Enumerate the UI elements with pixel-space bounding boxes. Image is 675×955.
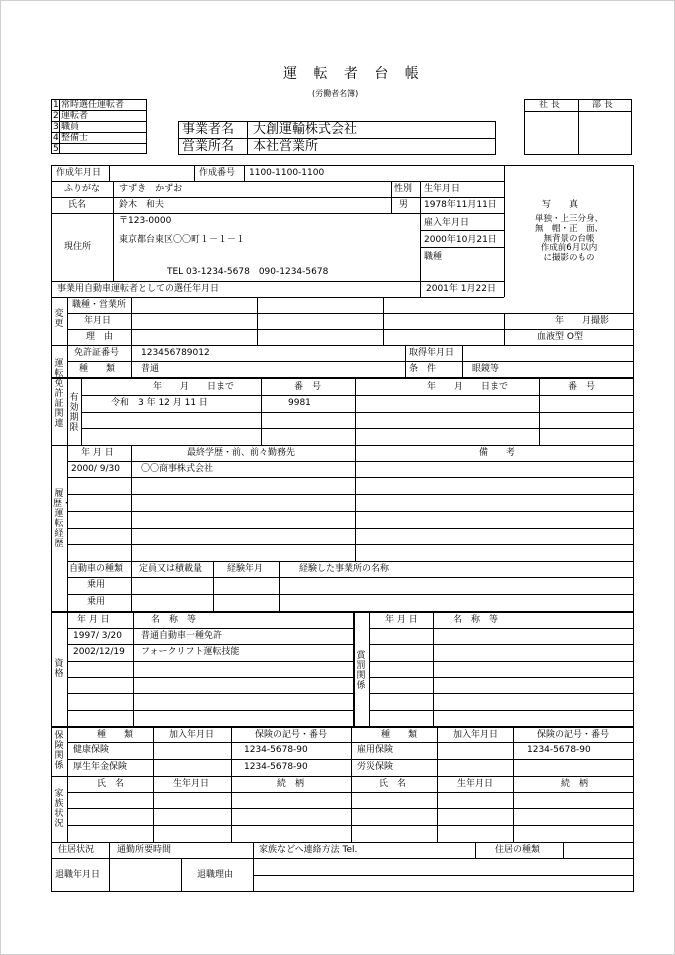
family-section-label: 家族状況	[54, 789, 64, 829]
license-kind-label: 種 類	[79, 364, 116, 374]
vehicle-capacity-label: 定員又は積載量	[139, 564, 203, 574]
license-valid-number: 9981	[288, 398, 311, 408]
qualification-date: 2002/12/19	[73, 647, 125, 657]
insurance-health-number: 1234-5678-90	[244, 745, 308, 755]
page-subtitle: (労働者名簿)	[312, 89, 359, 98]
history-date: 2000/ 9/30	[71, 464, 121, 474]
license-until-label: 年 月 日まで	[153, 382, 235, 392]
approval-president-label: 社 長	[539, 100, 560, 110]
family-name-label: 氏 名	[379, 779, 407, 789]
gender-value: 男	[399, 200, 409, 210]
record-number: 1100-1100-1100	[249, 168, 325, 178]
category-number: 2	[53, 111, 59, 121]
award-date-label: 年 月 日	[385, 615, 418, 625]
vehicle-kind: 乗用	[87, 580, 106, 590]
retirement-date-label: 退職年月日	[55, 870, 101, 880]
appointment-date-label: 事業用自動車運転者としての選任年月日	[57, 284, 220, 294]
qualification-date: 1997/ 3/20	[73, 631, 123, 641]
insurance-code-label: 保険の記号・番号	[537, 730, 610, 740]
name-value: 鈴木 和夫	[119, 200, 165, 210]
retirement-reason-label: 退職理由	[197, 870, 234, 880]
award-section-label: 賞罰関係	[356, 651, 366, 691]
insurance-code-label: 保険の記号・番号	[255, 730, 328, 740]
family-birth-label: 生年月日	[173, 779, 210, 789]
change-section-label: 変更	[54, 309, 64, 329]
vehicle-years-label: 経験年月	[227, 564, 264, 574]
license-section-label: 運転免許証関連	[54, 359, 64, 429]
license-number-label: 免許証番号	[74, 348, 120, 358]
vehicle-kind-label: 自動車の種類	[69, 564, 124, 574]
license-number: 123456789012	[141, 348, 210, 358]
license-acquired-label: 取得年月日	[409, 348, 455, 358]
category-item: 整備士	[61, 133, 89, 143]
history-remarks-label: 備 考	[479, 448, 516, 458]
license-validity-label: 有効期限	[69, 393, 79, 433]
qualification-section-label: 資格	[54, 659, 64, 679]
gender-label: 性別	[394, 184, 413, 194]
insurance-section-label: 保険関係	[54, 731, 64, 771]
office-name: 本社営業所	[253, 139, 319, 154]
address-value: 東京都台東区〇〇町１－１－１	[119, 235, 246, 245]
furigana-label: ふりがな	[64, 184, 101, 194]
license-no-label: 番 号	[568, 382, 596, 392]
housing-status-label: 住居状況	[58, 845, 95, 855]
family-birth-label: 生年月日	[457, 779, 494, 789]
company-name-label: 事業者名	[182, 122, 235, 137]
family-relation-label: 続 柄	[277, 779, 305, 789]
vehicle-kind: 乗用	[87, 597, 106, 607]
category-number: 5	[53, 144, 59, 154]
furigana-value: すずき かずお	[119, 184, 183, 194]
category-item: 常時選任運転者	[61, 100, 125, 110]
history-section-label: 履歴・運転経歴	[53, 489, 72, 549]
postal-code: 〒123-0000	[119, 216, 172, 226]
change-job-label: 職種・営業所	[72, 300, 127, 310]
insurance-kind-label: 種 類	[97, 730, 134, 740]
insurance-kind-label: 種 類	[381, 730, 418, 740]
change-reason-label: 理 由	[86, 332, 114, 342]
category-number: 4	[53, 133, 59, 143]
housing-kind-label: 住居の種類	[495, 845, 541, 855]
page-title: 運 転 者 台 帳	[283, 66, 425, 82]
photo-title: 写 真	[542, 200, 579, 210]
insurance-join-label: 加入年月日	[169, 730, 215, 740]
history-date-label: 年 月 日	[81, 448, 114, 458]
qualification-name: フォークリフト運転技能	[141, 647, 240, 657]
photo-note: 無 帽・正 面、	[534, 224, 603, 234]
license-valid-until: 令和 3 年 12 月 11 日	[111, 398, 208, 408]
commute-time-label: 通勤所要時間	[117, 845, 172, 855]
qualification-name: 普通自動車一種免許	[141, 631, 223, 641]
appointment-date-value: 2001年 1月22日	[426, 284, 496, 294]
address-label: 現住所	[64, 242, 92, 252]
insurance-pension: 厚生年金保険	[73, 762, 128, 772]
insurance-pension-number: 1234-5678-90	[244, 762, 308, 772]
qualification-name-label: 名 称 等	[151, 615, 197, 625]
license-condition-label: 条 件	[409, 364, 437, 374]
name-label: 氏名	[68, 200, 87, 210]
license-condition: 眼鏡等	[472, 364, 500, 374]
change-date-label: 年月日	[84, 316, 112, 326]
family-name-label: 氏 名	[97, 779, 125, 789]
company-name: 大創運輸株式会社	[253, 122, 358, 137]
category-item: 運転者	[61, 111, 89, 121]
record-number-label: 作成番号	[199, 168, 236, 178]
category-item: 職員	[61, 122, 80, 132]
birth-date-value: 1978年11月11日	[424, 200, 497, 210]
family-relation-label: 続 柄	[561, 779, 589, 789]
insurance-employment: 雇用保険	[357, 745, 394, 755]
vehicle-office-label: 経験した事業所の名称	[299, 564, 390, 574]
photo-note: 単独・上三分身、	[534, 214, 603, 224]
blood-type: 血液型 O型	[537, 332, 583, 342]
job-type-label: 職種	[424, 252, 443, 262]
award-name-label: 名 称 等	[453, 615, 499, 625]
category-number: 1	[53, 100, 59, 110]
insurance-health: 健康保険	[73, 745, 110, 755]
photo-note: に撮影のもの	[543, 253, 595, 263]
insurance-accident: 労災保険	[357, 762, 394, 772]
birth-date-label: 生年月日	[424, 184, 461, 194]
photo-note: 作成前6月以内	[540, 243, 598, 253]
qualification-date-label: 年 月 日	[77, 615, 110, 625]
office-name-label: 営業所名	[182, 139, 235, 154]
created-date-label: 作成年月日	[56, 168, 102, 178]
hire-date-label: 雇入年月日	[424, 218, 470, 228]
approval-manager-label: 部 長	[592, 100, 613, 110]
insurance-employment-number: 1234-5678-90	[527, 745, 591, 755]
insurance-join-label: 加入年月日	[453, 730, 499, 740]
license-kind: 普通	[141, 364, 160, 374]
license-no-label: 番 号	[294, 382, 322, 392]
family-contact-label: 家族などへ連絡方法 Tel.	[259, 845, 358, 855]
photo-taken-date: 年 月撮影	[555, 316, 610, 326]
hire-date-value: 2000年10月21日	[424, 235, 497, 245]
telephone: TEL 03-1234-5678 090-1234-5678	[167, 267, 329, 277]
history-education-label: 最終学歴・前、前々勤務先	[187, 448, 296, 458]
photo-note: 無背景の台帳	[543, 234, 595, 244]
history-employer: 〇〇商事株式会社	[141, 464, 214, 474]
category-number: 3	[53, 122, 59, 132]
license-until-label: 年 月 日まで	[427, 382, 509, 392]
